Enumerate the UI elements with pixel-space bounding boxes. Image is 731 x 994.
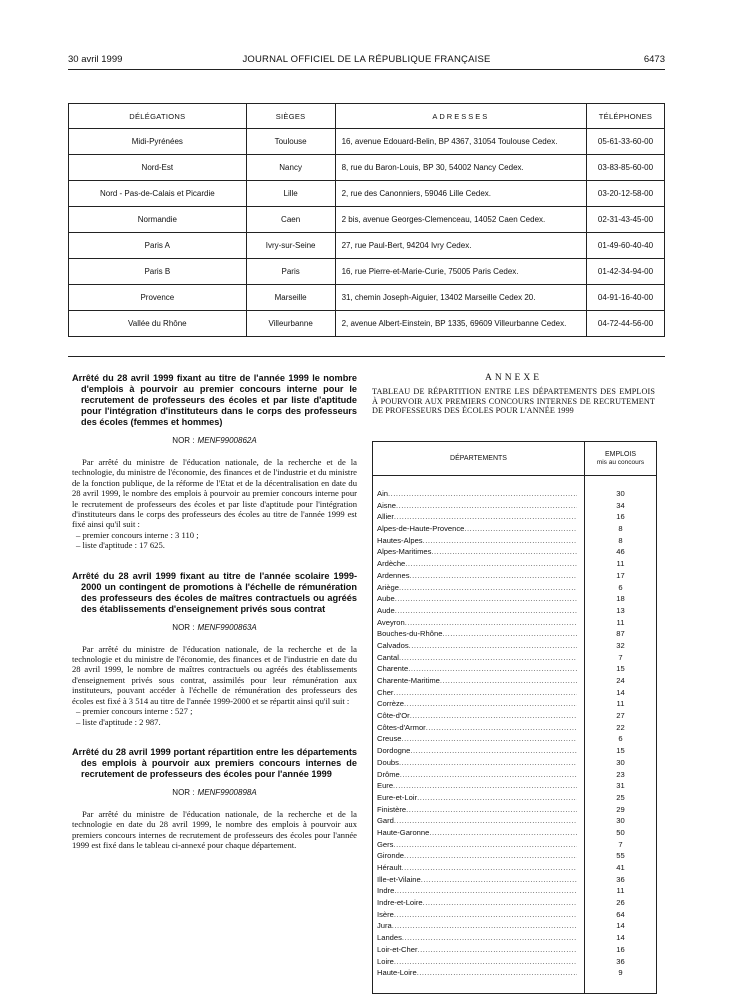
emplois-value: 14 [616,687,625,697]
emplois-value: 30 [616,757,625,767]
table-row [373,780,656,792]
telephone-cell: 01-49-60-40-40 [587,233,665,259]
table-row [69,233,665,259]
list-item: – premier concours interne : 3 110 ; [76,529,199,540]
col-delegations: DÉLÉGATIONS [69,104,247,129]
adresse-cell: 16, rue Pierre-et-Marie-Curie, 75005 Paris Cedex. [335,259,586,285]
departement-label: Gard [377,816,394,826]
emplois-value: 8 [618,524,623,534]
departement-name [377,582,577,594]
departement-label: Corrèze [377,699,405,709]
nor-label: NOR : [172,436,195,445]
arrete-3-nor [72,788,357,797]
table-row [373,570,656,582]
departement-name [377,804,577,816]
table-row [373,885,656,897]
departement-label: Ariège [377,582,399,592]
delegation-cell: Paris A [69,233,247,259]
emplois-value: 15 [616,746,625,756]
nor-label: NOR : [172,787,195,797]
departements-body [373,476,656,993]
siege-cell: Marseille [246,285,335,311]
list-item: – liste d'aptitude : 17 625. [76,540,165,551]
arrete-3-body: Par arrêté du ministre de l'éducation nationale, de la recherche et de la technologie en date du 28 avril 1999, le nombre des emplois à pourvoir aux premiers concours internes de recrutement de professeurs des écoles pour l'année 1999 est fixé dans le tableau ci-annexé pour chaque département. [72,808,357,851]
col-adresses: ADRESSES [335,104,586,129]
telephone-cell: 01-42-34-94-00 [587,259,665,285]
table-row [373,640,656,652]
table-row [373,500,656,512]
table-row [373,967,656,979]
departement-name [377,920,577,932]
departement-name [377,733,577,745]
header-rule [68,69,665,70]
departement-label: Jura [377,921,392,931]
section-rule [68,356,665,357]
departement-label: Aisne [377,500,396,510]
departement-label: Charente-Maritime [377,676,440,685]
table-row [69,285,665,311]
departement-label: Cher [377,687,394,697]
departement-name [377,780,577,792]
departement-label: Côte-d'Or [377,711,410,721]
col-sieges: SIÈGES [246,104,335,129]
departement-label: Haute-Loire [377,968,417,978]
departement-label: Dordogne [377,746,411,756]
emplois-value: 50 [616,827,625,837]
emplois-value: 6 [618,582,623,592]
departement-name [377,874,577,886]
departement-label: Hautes-Alpes [377,535,423,545]
departement-name [377,488,577,500]
siege-cell: Lille [246,181,335,207]
emplois-value: 41 [616,863,625,872]
table-row [373,652,656,664]
table-row [373,862,656,874]
departement-label: Creuse [377,734,402,744]
emplois-value: 23 [616,769,625,779]
departement-name [377,605,577,617]
emplois-value: 7 [618,652,623,662]
departement-name [377,862,577,874]
header-journal-title: JOURNAL OFFICIEL DE LA RÉPUBLIQUE FRANÇAISE [242,54,491,65]
adresse-cell: 27, rue Paul-Bert, 94204 Ivry Cedex. [335,233,586,259]
departement-name [377,523,577,535]
emplois-value: 64 [616,909,625,919]
adresse-cell: 2, avenue Albert-Einstein, BP 1335, 69609 Villeurbanne Cedex. [335,311,586,337]
departement-name [377,815,577,827]
table-row [373,558,656,570]
departements-rows [373,476,656,979]
table-row [373,582,656,594]
telephone-cell: 04-91-16-40-00 [587,285,665,311]
delegation-cell: Normandie [69,207,247,233]
departement-label: Alpes-Maritimes [377,547,432,557]
emplois-value: 18 [616,594,625,604]
departement-label: Doubs [377,757,399,767]
table-row [373,687,656,699]
table-row [373,827,656,839]
departement-label: Indre-et-Loire [377,898,423,908]
emplois-value: 36 [616,874,625,884]
adresse-cell: 8, rue du Baron-Louis, BP 30, 54002 Nancy Cedex. [335,155,586,181]
emplois-value: 8 [618,535,623,545]
table-row [373,804,656,816]
emplois-value: 16 [616,512,625,522]
table-row [373,769,656,781]
departement-name [377,885,577,897]
table-row [69,311,665,337]
emplois-value: 46 [616,547,625,557]
table-row [373,488,656,500]
list-item: – liste d'aptitude : 2 987. [76,716,161,727]
annexe-label: ANNEXE [484,373,543,383]
table-row [69,129,665,155]
table-row [373,698,656,710]
departement-label: Loire [377,956,394,966]
emplois-value: 9 [618,968,623,978]
emplois-value: 29 [616,804,625,814]
page-header [68,54,665,68]
departement-label: Bouches-du-Rhône [377,629,443,639]
emplois-value: 26 [616,898,625,908]
departement-name [377,967,577,979]
telephone-cell: 02-31-43-45-00 [587,207,665,233]
table-row [373,593,656,605]
emplois-value: 11 [616,886,625,896]
emplois-value: 55 [616,851,625,861]
arrete-1-nor [72,436,357,445]
nor-code: MENF9900862A [197,436,257,445]
emplois-value: 14 [616,921,625,931]
table-row [69,259,665,285]
departement-label: Ille-et-Vilaine [377,874,421,884]
table-row [373,535,656,547]
departement-label: Ain [377,489,388,498]
departement-name [377,710,577,722]
nor-label: NOR : [172,622,195,632]
arrete-2-nor [72,623,357,632]
delegations-table [68,103,665,337]
table-row [373,605,656,617]
departement-label: Eure-et-Loir [377,792,418,802]
departement-label: Gironde [377,851,405,861]
col-telephones: TÉLÉPHONES [587,104,665,129]
departement-label: Cantal [377,652,399,662]
departement-name [377,500,577,512]
table-row [69,181,665,207]
departement-name [377,511,577,523]
emplois-value: 36 [616,956,625,966]
departement-label: Hérault [377,863,402,872]
emplois-value: 16 [616,944,625,954]
table-row [373,874,656,886]
telephone-cell: 04-72-44-56-00 [587,311,665,337]
departement-name [377,628,577,640]
adresse-cell: 2 bis, avenue Georges-Clemenceau, 14052 Caen Cedex. [335,207,586,233]
emplois-value: 15 [616,664,625,674]
emplois-value: 13 [616,605,625,615]
siege-cell: Paris [246,259,335,285]
departement-name [377,652,577,664]
departement-name [377,792,577,804]
emplois-value: 11 [616,617,625,627]
annexe-title: TABLEAU DE RÉPARTITION ENTRE LES DÉPARTEMENTS DES EMPLOIS À POURVOIR AUX PREMIERS CONCOURS INTERNES DE RECRUTEMENT DE PROFESSEURS DES ÉCOLES POUR L'ANNÉE 1999 [372,387,655,416]
table-row [373,733,656,745]
emplois-value: 6 [618,734,623,744]
emplois-value: 30 [616,489,625,498]
table-row [373,546,656,558]
arrete-1-title: Arrêté du 28 avril 1999 fixant au titre de l'année 1999 le nombre d'emplois à pourvoir au premier concours interne pour le recrutement de professeurs des écoles et par liste d'aptitude pour l'intégration d'instituteurs dans le corps des professeurs des écoles (femmes et hommes) [72,373,357,427]
emplois-value: 87 [616,629,625,639]
departement-name [377,932,577,944]
table-row [373,523,656,535]
departement-label: Alpes-de-Haute-Provence [377,524,465,534]
nor-code: MENF9900898A [197,787,257,797]
departement-name [377,640,577,652]
emplois-value: 22 [616,722,625,732]
delegation-cell: Provence [69,285,247,311]
departement-label: Charente [377,664,409,674]
emplois-value: 31 [616,781,625,791]
departement-label: Aude [377,605,395,615]
table-row [373,932,656,944]
emplois-value: 27 [616,711,625,721]
table-row [373,920,656,932]
header-page-number: 6473 [643,54,665,65]
departement-label: Landes [377,933,402,943]
departement-label: Loir-et-Cher [377,944,418,954]
departement-name [377,769,577,781]
departement-name [377,827,577,839]
departement-name [377,617,577,629]
departement-name [377,535,577,547]
header-date: 30 avril 1999 [68,54,123,65]
departement-label: Ardennes [377,570,410,580]
delegation-cell: Midi-Pyrénées [69,129,247,155]
list-item: – premier concours interne : 527 ; [76,706,193,717]
col-departements: DÉPARTEMENTS [373,442,585,475]
departements-table [372,441,657,994]
table-row [373,757,656,769]
table-row [373,839,656,851]
telephone-cell: 03-20-12-58-00 [587,181,665,207]
left-column [72,373,357,851]
table-row [373,792,656,804]
departement-label: Ardèche [377,559,406,569]
table-row [373,956,656,968]
table-row [373,909,656,921]
departement-name [377,570,577,582]
departement-label: Eure [377,781,394,791]
adresse-cell: 16, avenue Edouard-Belin, BP 4367, 31054 Toulouse Cedex. [335,129,586,155]
table-row [373,628,656,640]
departement-label: Allier [377,512,394,522]
emplois-value: 25 [616,792,625,802]
departements-header [373,442,656,476]
departement-name [377,675,577,687]
delegations-header-row [69,104,665,129]
departement-name [377,909,577,921]
departement-name [377,757,577,769]
departement-label: Finistère [377,804,407,814]
departement-label: Gers [377,839,394,849]
table-row [373,511,656,523]
col-emplois-sub: mis au concours [596,458,645,466]
departement-name [377,850,577,862]
departement-label: Isère [377,909,394,919]
departement-label: Aveyron [377,617,405,627]
table-row [373,897,656,909]
emplois-value: 11 [616,559,625,569]
table-row [373,710,656,722]
departement-name [377,687,577,699]
emplois-value: 11 [616,699,625,709]
siege-cell: Nancy [246,155,335,181]
departement-label: Calvados [377,640,409,650]
departement-label: Aube [377,594,395,604]
departement-name [377,558,577,570]
delegation-cell: Nord-Est [69,155,247,181]
table-row [373,722,656,734]
arrete-3-title: Arrêté du 28 avril 1999 portant répartition entre les départements des emplois à pourvoir aux premiers concours internes de recrutement de professeurs des écoles pour l'année 1999 [72,746,357,779]
telephone-cell: 03-83-85-60-00 [587,155,665,181]
emplois-value: 30 [616,816,625,826]
departement-name [377,663,577,675]
emplois-value: 7 [618,839,623,849]
departement-name [377,956,577,968]
adresse-cell: 31, chemin Joseph-Aiguier, 13402 Marseille Cedex 20. [335,285,586,311]
table-row [373,745,656,757]
table-row [373,815,656,827]
adresse-cell: 2, rue des Canonniers, 59046 Lille Cedex. [335,181,586,207]
departement-label: Drôme [377,769,400,779]
departement-name [377,897,577,909]
nor-code: MENF9900863A [197,622,257,632]
siege-cell: Villeurbanne [246,311,335,337]
departement-label: Côtes-d'Armor [377,722,426,732]
col-emplois-label: EMPLOIS [604,450,637,458]
departement-name [377,722,577,734]
departement-name [377,839,577,851]
delegation-cell: Vallée du Rhône [69,311,247,337]
table-row [373,944,656,956]
siege-cell: Toulouse [246,129,335,155]
arrete-1-body: Par arrêté du ministre de l'éducation nationale, de la recherche et de la technologie, du ministre de l'économie, des finances et de l'industrie et du ministre de la fonction publique, de la réforme de l'Etat et de la décentralisation en date du 28 avril 1999, le nombre des emplois à pourvoir au premier concours interne pour le recrutement de professeurs des écoles et par liste d'aptitude pour l'intégration d'instituteurs dans le corps des professeurs des écoles au titre de l'année 1999 est fixé ainsi qu'il suit : [72,457,357,530]
arrete-2-body: Par arrêté du ministre de l'éducation nationale, de la recherche et de la technologie et du ministre de l'économie, des finances et de l'industrie en date du 28 avril 1999, le nombre de maîtres contractuels ou agréés des établissements d'enseignement privés sous contrat, assimilés pour leur rémunération aux instituteurs, pouvant accéder à l'échelle de rémunération des professeurs des écoles est fixé à 3 514 au titre de l'année 1999-2000 et se répartit ainsi qu'il suit : [72,643,357,706]
emplois-value: 24 [616,676,625,685]
siege-cell: Ivry-sur-Seine [246,233,335,259]
departement-label: Indre [377,886,395,896]
departement-name [377,745,577,757]
table-row [373,850,656,862]
table-row [373,617,656,629]
departement-name [377,944,577,956]
departement-label: Haute-Garonne [377,827,430,837]
departement-name [377,546,577,558]
arrete-2-title: Arrêté du 28 avril 1999 fixant au titre de l'année scolaire 1999-2000 un contingent de promotions à l'échelle de rémunération des professeurs des écoles de maîtres contractuels ou agréés des établissements d'enseignement privés sous contrat [72,570,357,614]
table-row [69,207,665,233]
emplois-value: 14 [616,933,625,943]
telephone-cell: 05-61-33-60-00 [587,129,665,155]
table-row [69,155,665,181]
right-column [372,373,655,978]
emplois-value: 17 [616,570,625,580]
siege-cell: Caen [246,207,335,233]
emplois-value: 34 [616,500,625,510]
delegation-cell: Nord - Pas-de-Calais et Picardie [69,181,247,207]
delegation-cell: Paris B [69,259,247,285]
table-row [373,675,656,687]
col-emplois [585,442,656,475]
departement-name [377,698,577,710]
departement-name [377,593,577,605]
emplois-value: 32 [616,640,625,650]
table-row [373,663,656,675]
